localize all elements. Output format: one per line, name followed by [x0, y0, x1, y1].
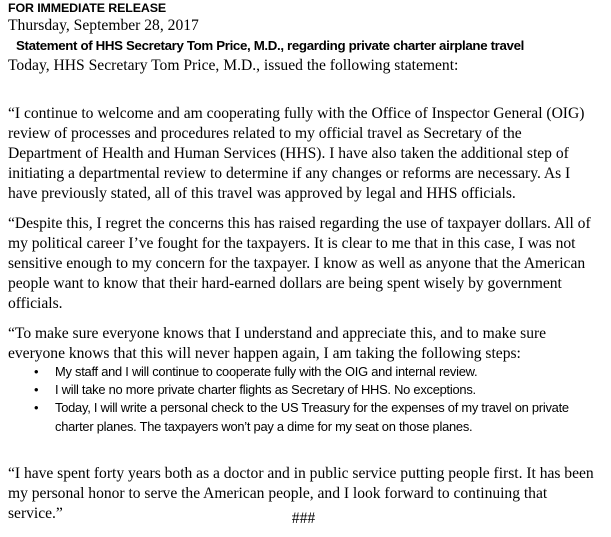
list-item [0, 363, 611, 381]
bullet-point-icon: • [34, 382, 39, 398]
list-item-text: I will take no more private charter flights as Secretary of HHS. No exceptions. [55, 382, 476, 398]
bullet-point-icon: • [34, 364, 39, 379]
statement-paragraph-1: “I continue to welcome and am cooperating fully with the Office of Inspector General (OIG) review of processes and procedures related to my official travel as Secretary of the Department of Health and Human Services (HHS). I have also taken the additional step of initiating a departmental review to determine if any changes or reforms are necessary. As I have previously stated, all of this travel was approved by legal and HHS officials. [8, 104, 585, 203]
for-immediate-release-label: FOR IMMEDIATE RELEASE [8, 1, 167, 15]
list-item-text: My staff and I will continue to cooperate fully with the OIG and internal review. [55, 364, 478, 379]
bullet-point-icon: • [34, 400, 39, 416]
statement-paragraph-2: “Despite this, I regret the concerns this has raised regarding the use of taxpayer dollars. All of my political career I’ve fought for the taxpayers. It is clear to me that in this case, I was not sensitive enough to my concern for the taxpayer. I know as well as anyone that the American people want to know that their hard-earned dollars are being spent wisely by government officials. [8, 214, 591, 313]
end-of-release-mark: ### [291, 510, 316, 527]
statement-paragraph-4: “I have spent forty years both as a doctor and in public service putting people first. It has been my personal honor to serve the American people, and I look forward to continuing that service.” [8, 464, 594, 522]
statement-paragraph-3: “To make sure everyone knows that I understand and appreciate this, and to make sure everyone knows that this will never happen again, I am taking the following steps: [8, 324, 547, 362]
statement-title: Statement of HHS Secretary Tom Price, M.D., regarding private charter airplane travel [16, 38, 524, 53]
list-item [0, 399, 611, 435]
action-steps-list [0, 363, 611, 436]
statement-intro-line: Today, HHS Secretary Tom Price, M.D., issued the following statement: [8, 57, 459, 74]
list-item [0, 381, 611, 399]
release-date: Thursday, September 28, 2017 [8, 17, 199, 34]
list-item-text: Today, I will write a personal check to the US Treasury for the expenses of my travel on private charter planes. The taxpayers won’t pay a dime for my seat on those planes. [55, 400, 569, 434]
